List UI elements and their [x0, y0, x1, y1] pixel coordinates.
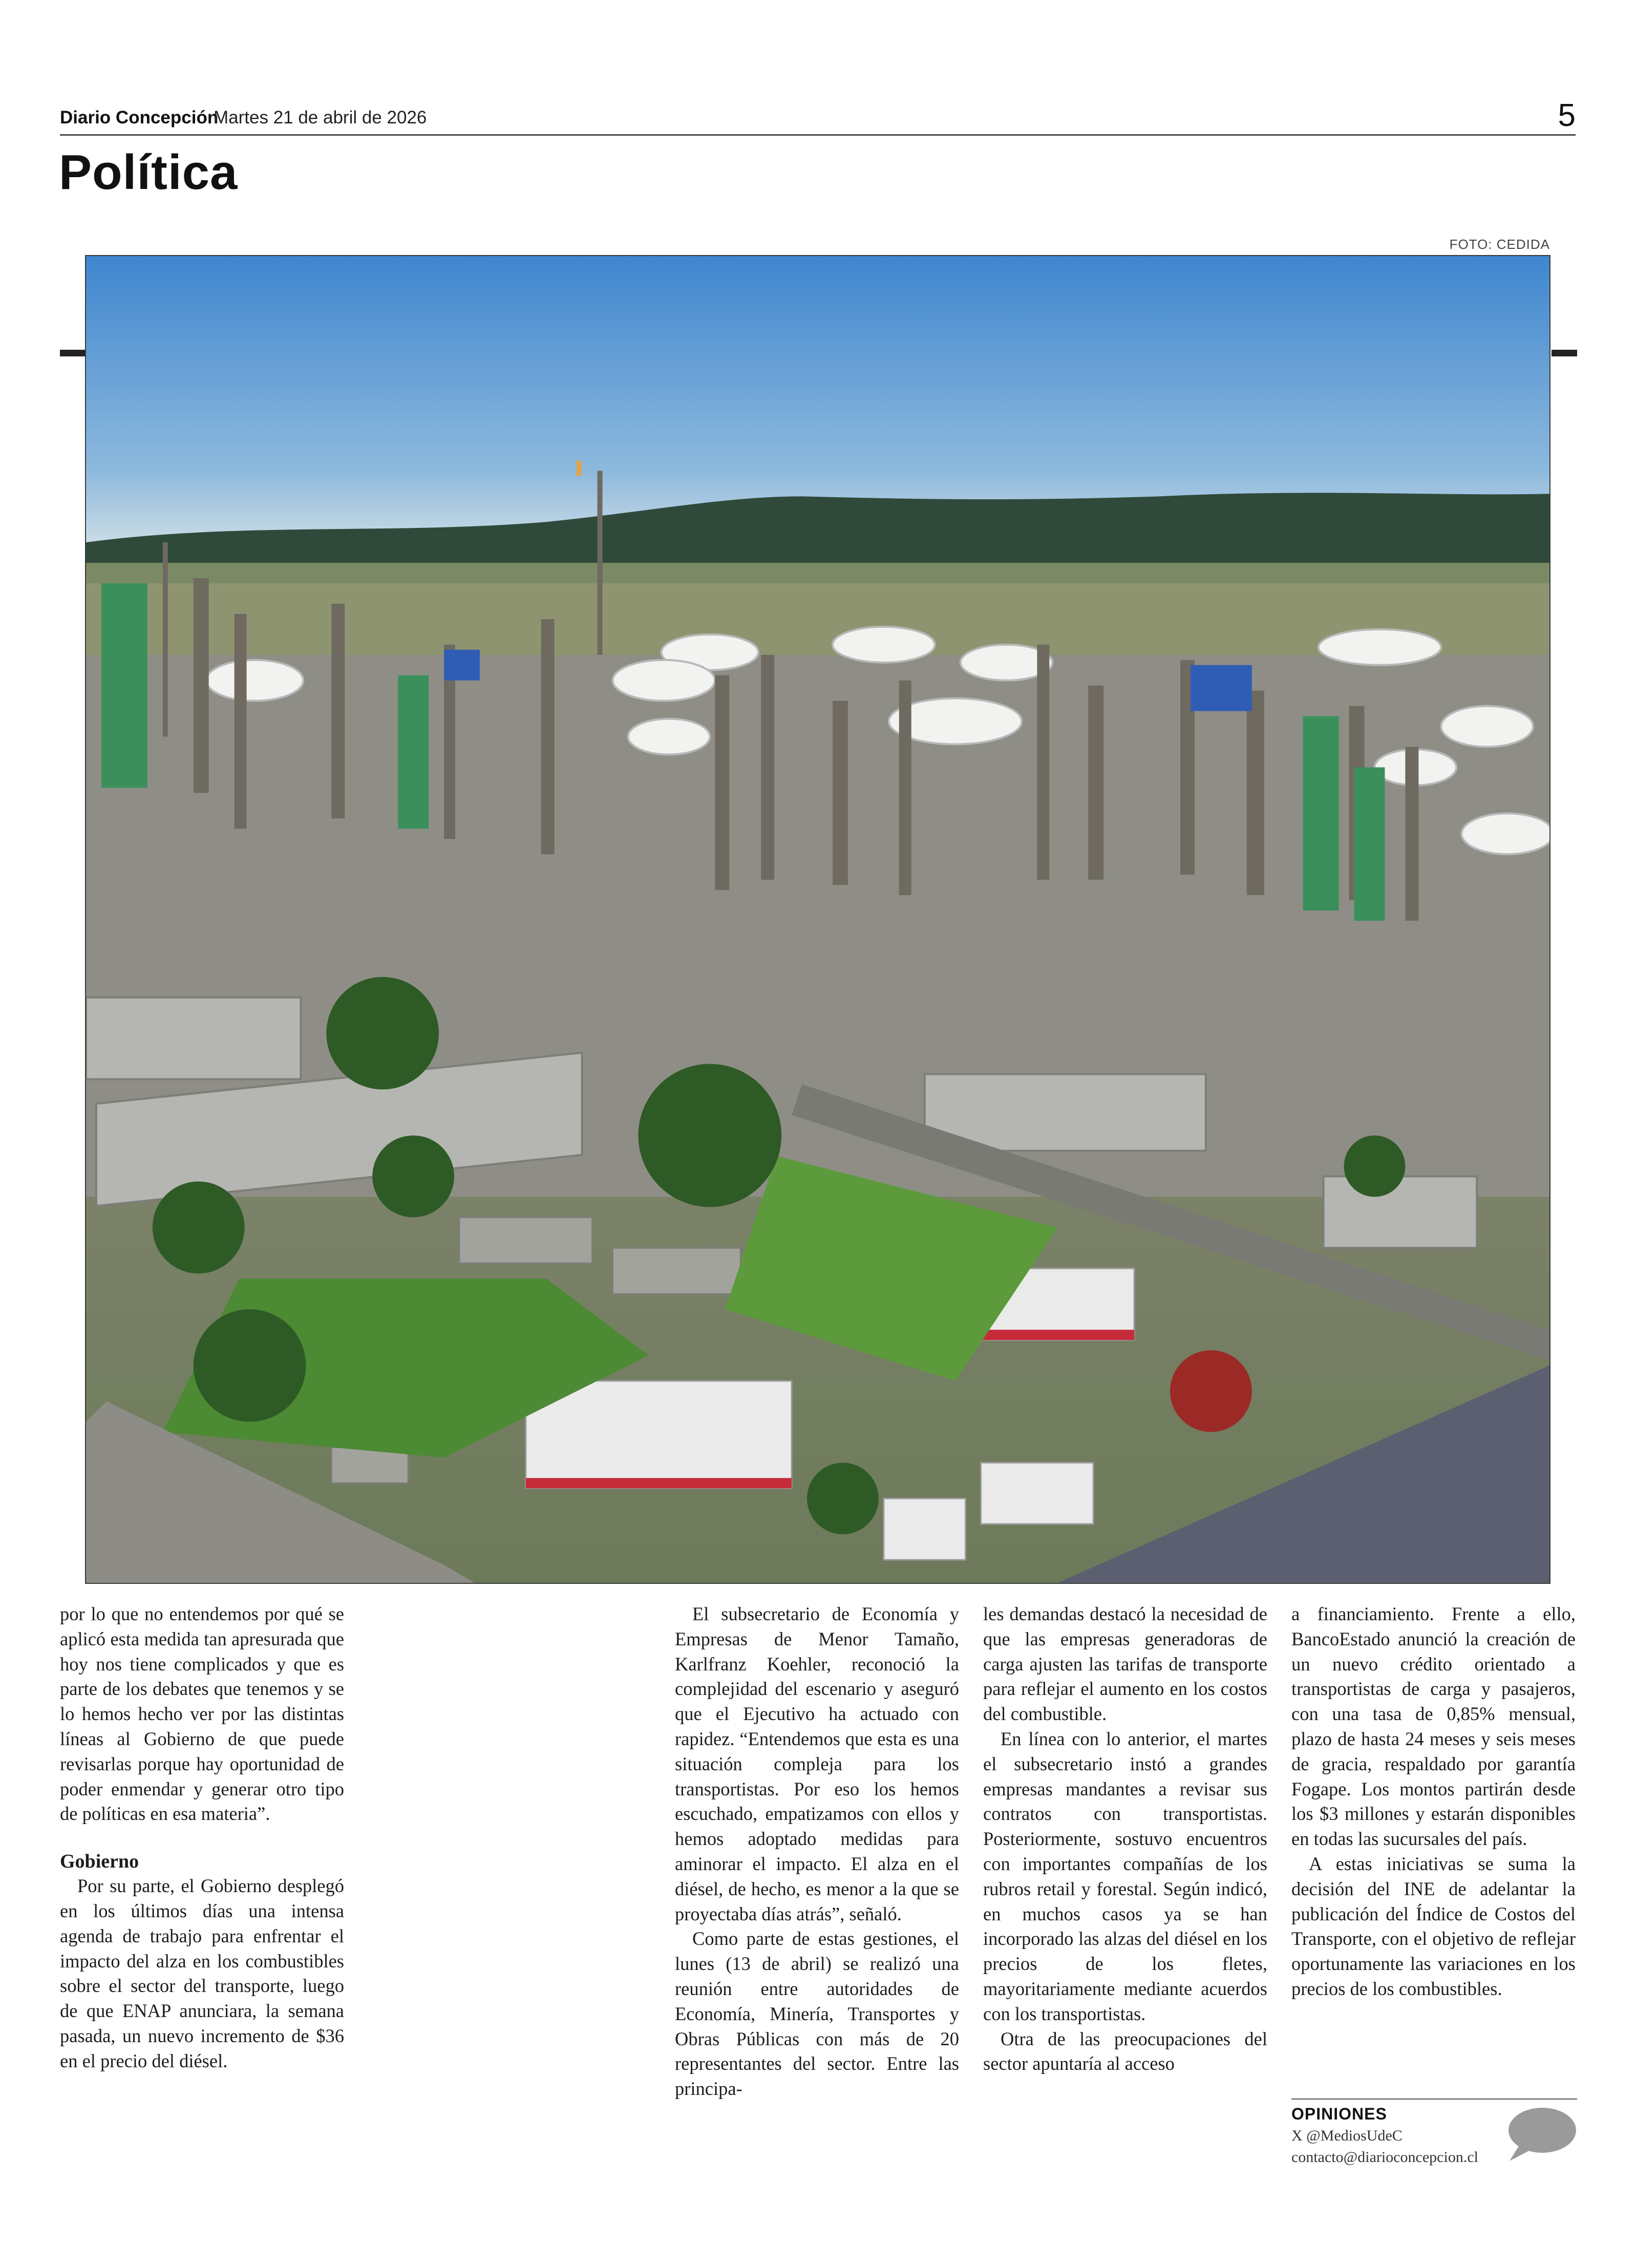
article-column-1 — [60, 1602, 344, 2074]
social-handle[interactable]: X @MediosUdeC — [1291, 2127, 1403, 2144]
refinery-aerial-photo — [85, 255, 1550, 1584]
opinions-rule — [1291, 2099, 1577, 2100]
opinions-box — [1291, 2099, 1577, 2168]
article-paragraph: A estas iniciativas se suma la decisión del INE de adelantar la publicación del Índice de Costos del Transporte, con el objetivo de reflejar oportunamente las variaciones en los precios de los combustibles. — [1291, 1853, 1576, 1999]
article-paragraph: Como parte de estas gestiones, el lunes (13 de abril) se realizó una reunión entre autoridades de Economía, Minería, Transportes y Obras Públicas con más de 20 representantes del sector. Entre las principa- — [675, 1928, 959, 2100]
article-column-4 — [1291, 1602, 1576, 2002]
article-paragraph: Otra de las preocupaciones del sector apuntaría al acceso — [983, 2028, 1267, 2074]
article-column-3 — [983, 1602, 1267, 2076]
decorative-bar-left — [60, 350, 86, 356]
article-column-2 — [675, 1602, 959, 2102]
speech-bubble-icon — [1504, 2104, 1577, 2164]
page-number: 5 — [1558, 98, 1576, 133]
refinery-illustration — [86, 256, 1549, 1583]
section-title: Política — [59, 145, 238, 200]
header-rule — [60, 134, 1576, 136]
contact-email[interactable]: contacto@diarioconcepcion.cl — [1291, 2149, 1478, 2166]
newspaper-name: Diario Concepción — [60, 108, 219, 128]
article-subheading: Gobierno — [60, 1851, 139, 1873]
decorative-bar-right — [1552, 350, 1577, 356]
article-paragraph: El subsecretario de Economía y Empresas de Menor Tamaño, Karlfranz Koehler, reconoció la complejidad del escenario y aseguró que el Ejecutivo ha actuado con rapidez. “Entendemos que esta es una situación compleja para los transportistas. Por eso los hemos escuchado, empatizamos con ellos y hemos adoptado medidas para aminorar el impacto. El alza en el diésel, de hecho, es menor a la que se proyectaba días atrás”, señaló. — [675, 1603, 959, 1924]
article-paragraph: En línea con lo anterior, el martes el subsecretario instó a grandes empresas mandantes a revisar sus contratos con transportistas. Posteriormente, sostuvo encuentros con importantes compañías de los rubros retail y forestal. Según indicó, en muchos casos ya se han incorporado las alzas del diésel en los precios de los fletes, mayoritariamente mediante acuerdos con los transportistas. — [983, 1728, 1267, 2024]
article-paragraph: Por su parte, el Gobierno desplegó en los últimos días una intensa agenda de trabajo para enfrentar el impacto del alza en los combustibles sobre el sector del transporte, luego de que ENAP anunciara, la semana pasada, un nuevo incremento de $36 en el precio del diésel. — [60, 1875, 344, 2071]
photo-credit: FOTO: CEDIDA — [1449, 237, 1550, 252]
article-paragraph: les demandas destacó la necesidad de que las empresas generadoras de carga ajusten las tarifas de transporte para reflejar el aumento en los costos del combustible. — [983, 1603, 1267, 1725]
masthead — [60, 100, 1576, 136]
article-paragraph: por lo que no entendemos por qué se aplicó esta medida tan apresurada que hoy nos tiene complicados y que es parte de los debates que tenemos y se lo hemos hecho ver por las distintas líneas al Gobierno de que puede revisarlas porque hay oportunidad de poder enmendar y generar otro tipo de políticas en esa materia”. — [60, 1603, 344, 1825]
opinions-title: OPINIONES — [1291, 2105, 1387, 2123]
article-paragraph: a financiamiento. Frente a ello, BancoEstado anunció la creación de un nuevo crédito orientado a transportistas de carga y pasajeros, con una tasa de 0,85% mensual, plazo de hasta 24 meses y seis meses de gracia, respaldado por garantía Fogape. Los montos partirán desde los $3 millones y estarán disponibles en todas las sucursales del país. — [1291, 1603, 1576, 1850]
issue-date: Martes 21 de abril de 2026 — [214, 108, 427, 128]
